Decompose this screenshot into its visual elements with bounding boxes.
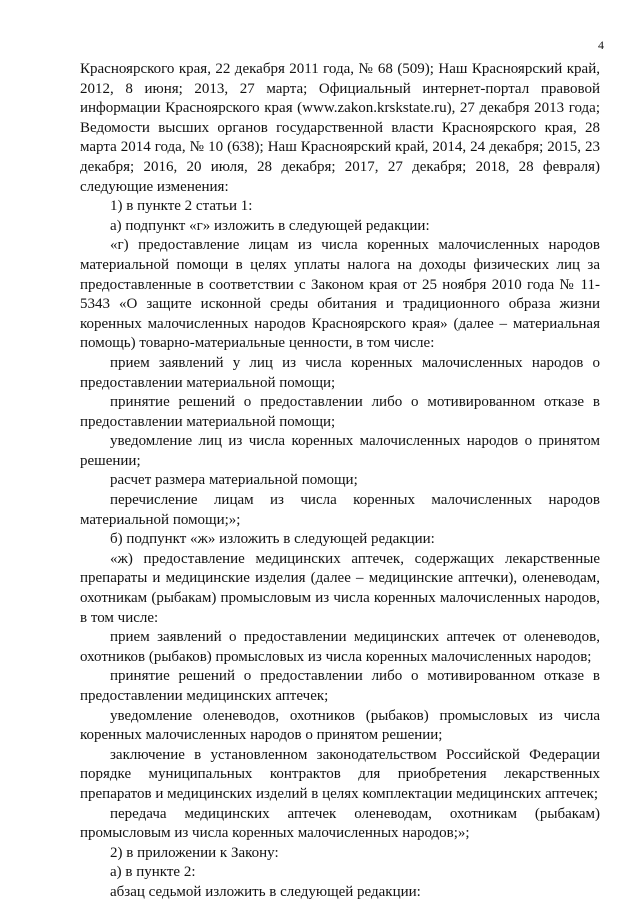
paragraph-18: а) в пункте 2: [110, 864, 196, 881]
paragraph-14: уведомление оленеводов, охотников (рыбаков) промысловых из числа коренных малочисленных народов о принятом решении; [80, 707, 600, 744]
paragraph-1: Красноярского края, 22 декабря 2011 года, № 68 (509); Наш Красноярский край, 2012, 8 июня; 2013, 27 марта; Официальный интернет-портал правовой информации Красноярского края (www.zakon.krskstate.ru), 27 декабря 2013 года; Ведомости высших органов государственной власти Красноярского края, 28 марта 2014 года, № 10 (638); Наш Красноярский край, 2014, 24 декабря; 2015, 23 декабря; 2016, 20 июля, 28 декабря; 2017, 27 декабря; 2018, 28 февраля) следующие изменения: [80, 61, 600, 195]
paragraph-15: заключение в установленном законодательством Российской Федерации порядке муниципальных контрактов для приобретения лекарственных препаратов и медицинских изделий в целях комплектации медицинских аптечек; [80, 746, 600, 802]
paragraph-5: прием заявлений у лиц из числа коренных малочисленных народов о предоставлении материальной помощи; [80, 354, 600, 391]
paragraph-7: уведомление лиц из числа коренных малочисленных народов о принятом решении; [80, 433, 600, 469]
paragraph-9: перечисление лицам из числа коренных малочисленных народов материальной помощи;»; [80, 492, 600, 528]
page-number: 4 [598, 38, 604, 52]
paragraph-17: 2) в приложении к Закону: [110, 844, 279, 861]
paragraph-3: а) подпункт «г» изложить в следующей редакции: [110, 217, 430, 234]
paragraph-19: абзац седьмой изложить в следующей редакции: [110, 883, 421, 900]
paragraph-6: принятие решений о предоставлении либо о мотивированном отказе в предоставлении материальной помощи; [80, 394, 600, 430]
document-body [80, 60, 600, 903]
paragraph-4: «г) предоставление лицам из числа коренных малочисленных народов материальной помощи в целях уплаты налога на доходы физических лиц за предоставленные в соответствии с Законом края от 25 ноября 2010 года № 11-5343 «О защите исконной среды обитания и традиционного образа жизни коренных малочисленных народов Красноярского края» (далее – материальная помощь) товарно-материальные ценности, в том числе: [80, 237, 600, 352]
paragraph-11: «ж) предоставление медицинских аптечек, содержащих лекарственные препараты и медицинские изделия (далее – медицинские аптечки), оленеводам, охотникам (рыбакам) промысловым из числа коренных малочисленных народов, в том числе: [80, 550, 600, 626]
paragraph-8: расчет размера материальной помощи; [110, 472, 358, 489]
paragraph-12: прием заявлений о предоставлении медицинских аптечек от оленеводов, охотников (рыбаков) промысловых из числа коренных малочисленных народов; [80, 629, 600, 665]
paragraph-10: б) подпункт «ж» изложить в следующей редакции: [110, 531, 435, 548]
paragraph-16: передача медицинских аптечек оленеводам, охотникам (рыбакам) промысловым из числа коренных малочисленных народов;»; [80, 805, 600, 842]
paragraph-13: принятие решений о предоставлении либо о мотивированном отказе в предоставлении медицинских аптечек; [80, 668, 600, 704]
paragraph-2: 1) в пункте 2 статьи 1: [110, 198, 253, 215]
